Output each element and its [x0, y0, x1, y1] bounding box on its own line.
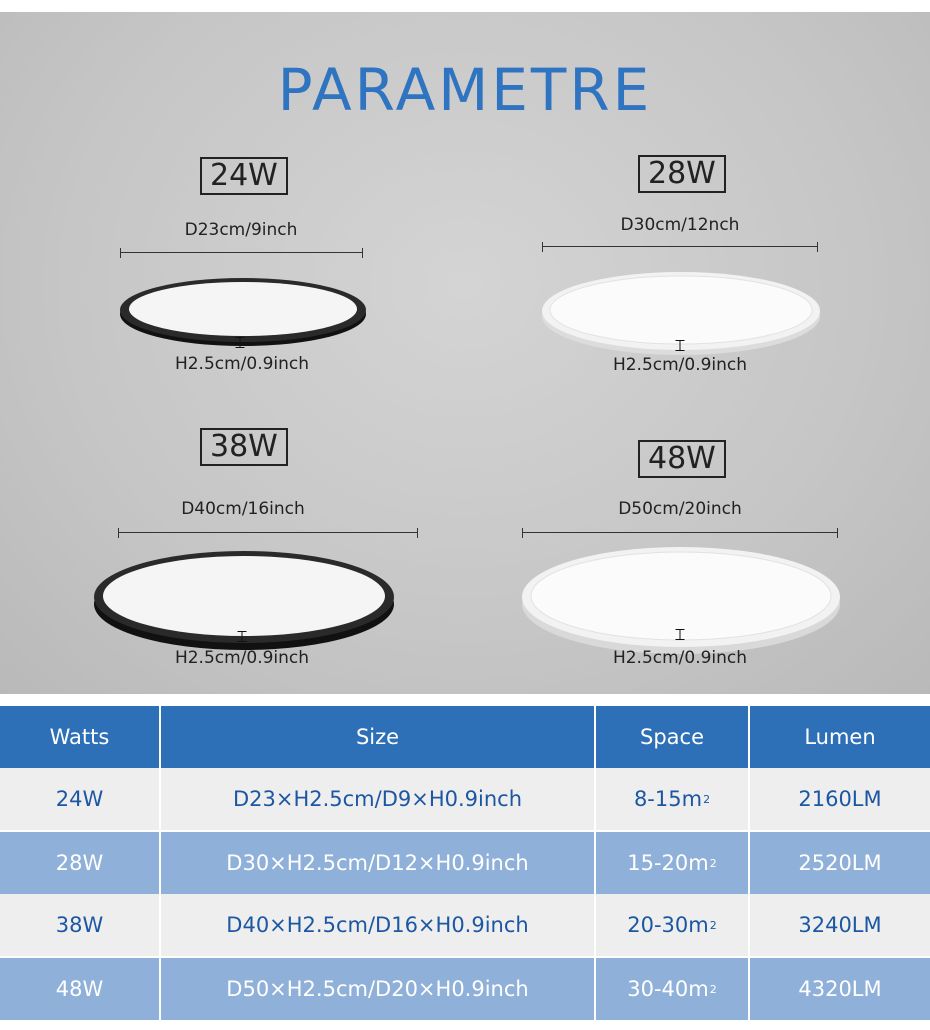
diameter-label: D23cm/9inch: [184, 220, 298, 240]
spec-table: [0, 706, 930, 1020]
header-lumen: Lumen: [750, 706, 930, 768]
diameter-label: D40cm/16inch: [181, 499, 305, 519]
diameter-line: [522, 528, 838, 538]
cell-watts: 38W: [0, 894, 159, 956]
height-label: H2.5cm/0.9inch: [612, 648, 748, 668]
diameter-line: [120, 248, 363, 258]
cell-lumen: 4320LM: [750, 958, 930, 1020]
diameter-line: [118, 528, 418, 538]
height-marker: [238, 631, 247, 642]
table-row: [0, 832, 930, 894]
cell-watts: 48W: [0, 958, 159, 1020]
height-label: H2.5cm/0.9inch: [612, 355, 748, 375]
height-marker: [676, 629, 685, 640]
height-marker: [236, 337, 245, 348]
diameter-label: D30cm/12nch: [620, 215, 740, 235]
cell-space: 30-40m 2: [596, 958, 748, 1020]
white-lamp-48w: [520, 538, 842, 658]
header-watts: Watts: [0, 706, 159, 768]
page-title: PARAMETRE: [277, 56, 653, 124]
cell-space: 20-30m 2: [596, 894, 748, 956]
cell-size: D50×H2.5cm/D20×H0.9inch: [161, 958, 594, 1020]
table-row: [0, 768, 930, 830]
header-space: Space: [596, 706, 748, 768]
cell-lumen: 2160LM: [750, 768, 930, 830]
height-label: H2.5cm/0.9inch: [174, 354, 310, 374]
height-label: H2.5cm/0.9inch: [174, 648, 310, 668]
table-header-row: [0, 706, 930, 768]
cell-size: D23×H2.5cm/D9×H0.9inch: [161, 768, 594, 830]
cell-space: 15-20m 2: [596, 832, 748, 894]
watt-label-24w: 24W: [200, 157, 288, 195]
cell-watts: 28W: [0, 832, 159, 894]
table-row: [0, 958, 930, 1020]
height-marker: [676, 340, 685, 351]
cell-lumen: 2520LM: [750, 832, 930, 894]
diameter-label: D50cm/20inch: [618, 499, 742, 519]
product-diagram-panel: [0, 12, 930, 694]
cell-size: D40×H2.5cm/D16×H0.9inch: [161, 894, 594, 956]
cell-size: D30×H2.5cm/D12×H0.9inch: [161, 832, 594, 894]
watt-label-48w: 48W: [638, 440, 726, 478]
cell-watts: 24W: [0, 768, 159, 830]
table-row: [0, 894, 930, 956]
watt-label-28w: 28W: [638, 155, 726, 193]
cell-lumen: 3240LM: [750, 894, 930, 956]
watt-label-38w: 38W: [200, 428, 288, 466]
cell-space: 8-15m 2: [596, 768, 748, 830]
header-size: Size: [161, 706, 594, 768]
diameter-line: [542, 242, 818, 252]
